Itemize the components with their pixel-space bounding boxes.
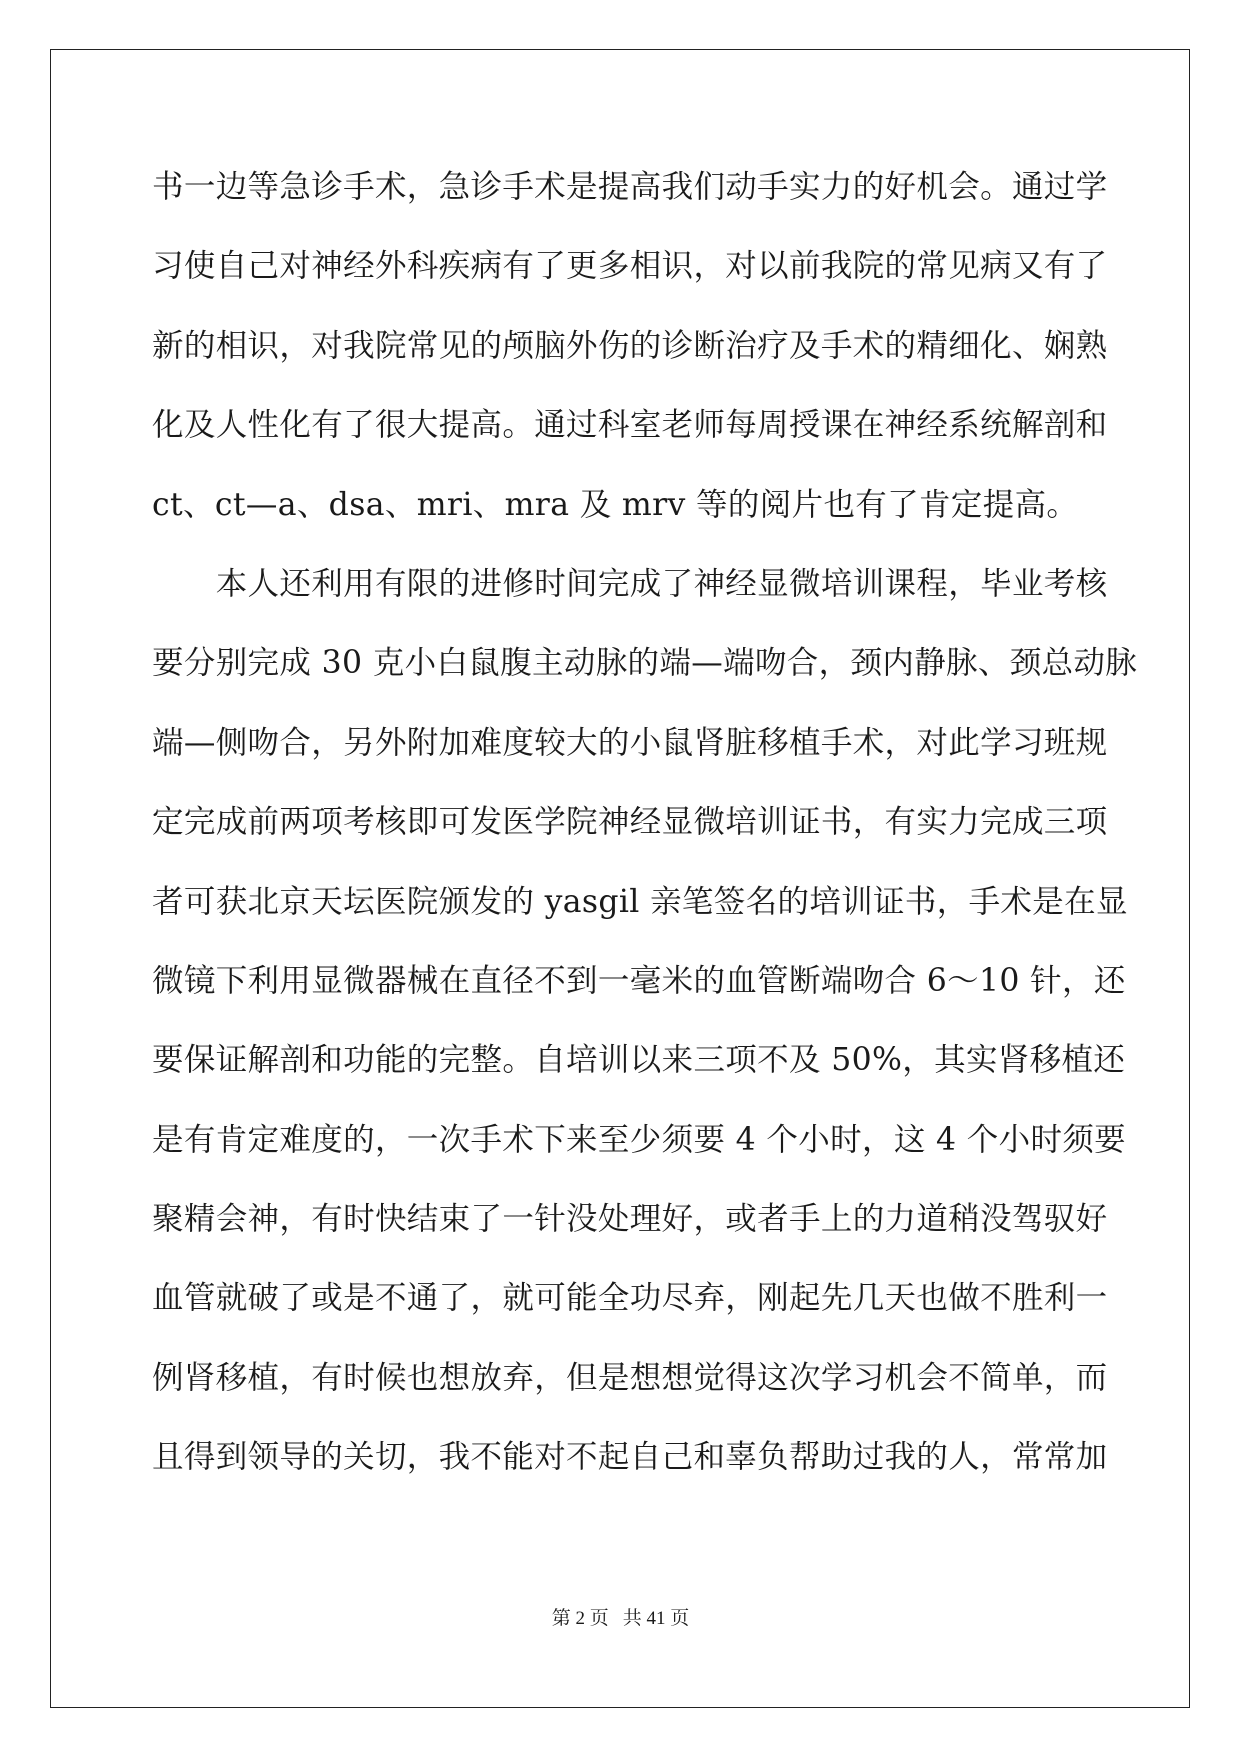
text-line: 书一边等急诊手术，急诊手术是提高我们动手实力的好机会。通过学	[152, 169, 1108, 205]
text-line: ct、ct—a、dsa、mri、mra 及 mrv 等的阅片也有了肯定提高。	[152, 486, 1079, 523]
text-line: 习使自己对神经外科疾病有了更多相识，对以前我院的常见病又有了	[152, 248, 1108, 285]
text-line: 化及人性化有了很大提高。通过科室老师每周授课在神经系统解剖和	[152, 407, 1108, 444]
text-line: 要分别完成 30 克小白鼠腹主动脉的端—端吻合，颈内静脉、颈总动脉	[152, 645, 1138, 682]
text-line: 是有肯定难度的，一次手术下来至少须要 4 个小时，这 4 个小时须要	[152, 1121, 1127, 1158]
text-line: 例肾移植，有时候也想放弃，但是想想觉得这次学习机会不简单，而	[152, 1359, 1108, 1396]
page-footer	[0, 1607, 1241, 1631]
text-line: 要保证解剖和功能的完整。自培训以来三项不及 50%，其实肾移植还	[152, 1042, 1126, 1079]
text-line: 定完成前两项考核即可发医学院神经显微培训证书，有实力完成三项	[152, 804, 1108, 841]
page-number: 第 2 页	[551, 1608, 609, 1629]
page-total: 共 41 页	[622, 1608, 690, 1629]
text-line: 本人还利用有限的进修时间完成了神经显微培训课程，毕业考核	[152, 565, 1108, 602]
text-line: 聚精会神，有时快结束了一针没处理好，或者手上的力道稍没驾驭好	[152, 1201, 1108, 1238]
text-line: 血管就破了或是不通了，就可能全功尽弃，刚起先几天也做不胜利一	[152, 1280, 1108, 1317]
text-line: 端—侧吻合，另外附加难度较大的小鼠肾脏移植手术，对此学习班规	[152, 724, 1108, 761]
text-line: 且得到领导的关切，我不能对不起自己和辜负帮助过我的人，常常加	[152, 1439, 1108, 1476]
text-line: 新的相识，对我院常见的颅脑外伤的诊断治疗及手术的精细化、娴熟	[152, 327, 1108, 364]
text-line: 微镜下利用显微器械在直径不到一毫米的血管断端吻合 6～10 针，还	[152, 962, 1126, 999]
text-line: 者可获北京天坛医院颁发的 yasgil 亲笔签名的培训证书，手术是在显	[152, 883, 1128, 920]
body-text	[152, 159, 1138, 1509]
